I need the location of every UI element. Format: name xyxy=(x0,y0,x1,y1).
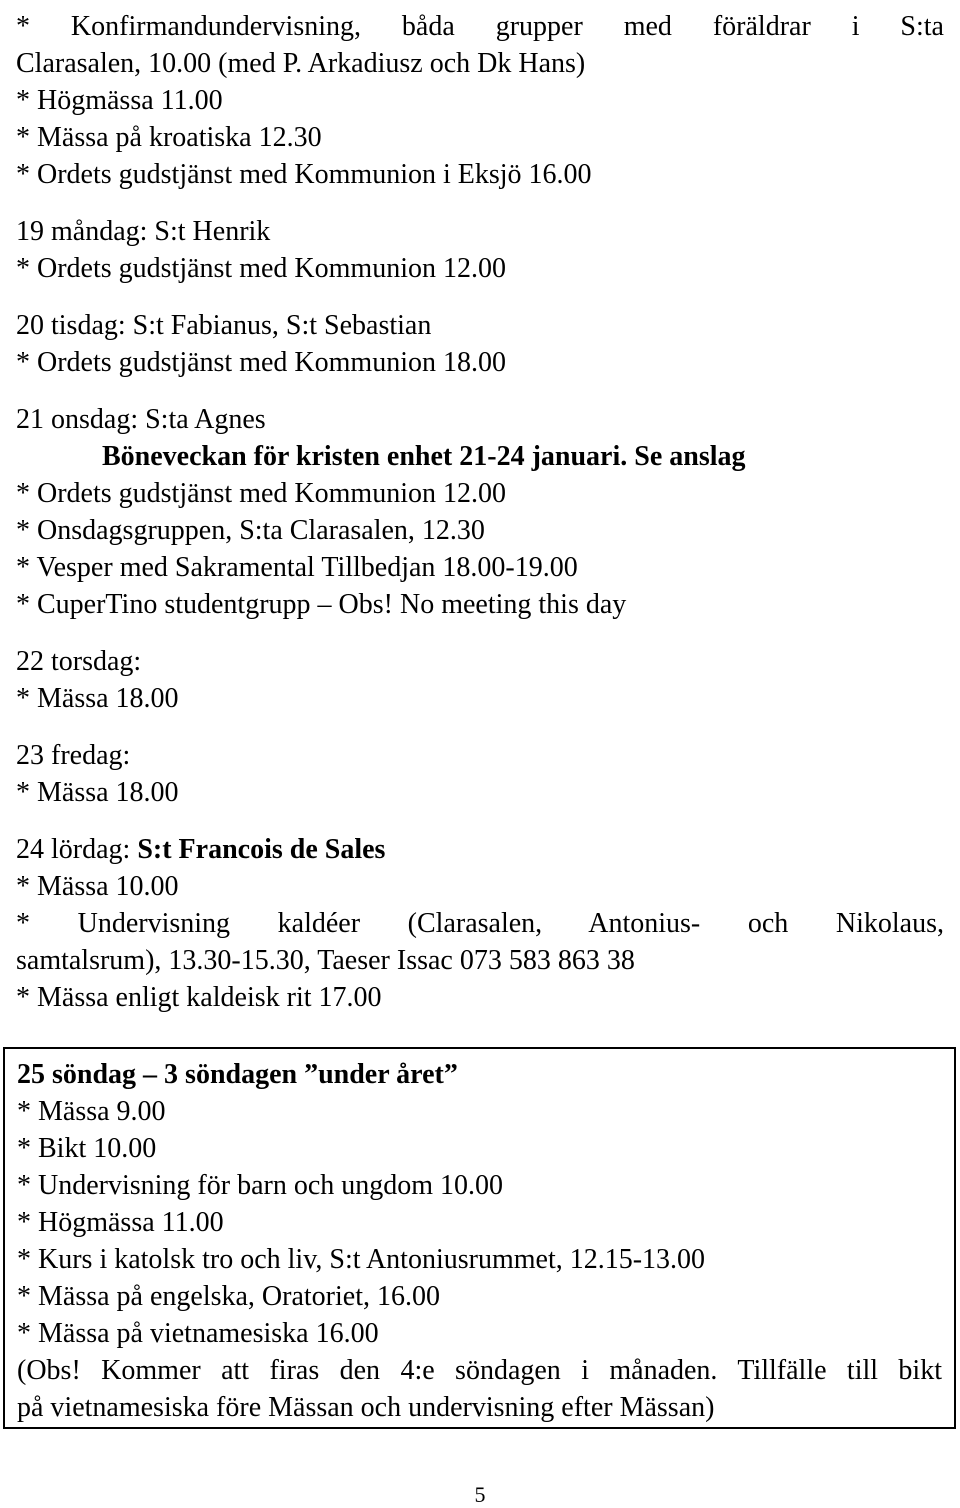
schedule-line: * Mässa på kroatiska 12.30 xyxy=(16,122,322,153)
schedule-line: * Ordets gudstjänst med Kommunion 12.00 xyxy=(16,253,506,284)
page-number: 5 xyxy=(474,1482,486,1507)
sunday-box xyxy=(3,1047,956,1429)
day-heading: 20 tisdag: S:t Fabianus, S:t Sebastian xyxy=(16,310,432,341)
top-block xyxy=(16,8,944,193)
sunday-note-line: (Obs! Kommer att firas den 4:e söndagen i månaden. Tillfälle till bikt xyxy=(17,1355,942,1386)
day-20-section xyxy=(16,307,944,381)
schedule-line: * Mässa enligt kaldeisk rit 17.00 xyxy=(16,982,382,1013)
day-heading xyxy=(16,831,944,868)
schedule-line: * Högmässa 11.00 xyxy=(16,85,223,116)
schedule-line: * Mässa 10.00 xyxy=(16,871,179,902)
day-heading: 21 onsdag: S:ta Agnes xyxy=(16,404,266,435)
schedule-line: * Ordets gudstjänst med Kommunion 18.00 xyxy=(16,347,506,378)
schedule-line: * Vesper med Sakramental Tillbedjan 18.00-19.00 xyxy=(16,552,578,583)
prayer-week-notice: Böneveckan för kristen enhet 21-24 januari. Se anslag xyxy=(102,441,746,472)
sunday-note-line: på vietnamesiska före Mässan och undervisning efter Mässan) xyxy=(17,1392,715,1423)
schedule-line: samtalsrum), 13.30-15.30, Taeser Issac 073 583 863 38 xyxy=(16,945,635,976)
schedule-line: * Ordets gudstjänst med Kommunion i Eksjö 16.00 xyxy=(16,159,592,190)
day-heading-saint: S:t Francois de Sales xyxy=(137,834,386,865)
day-24-section xyxy=(16,831,944,1016)
schedule-line: * Mässa på engelska, Oratoriet, 16.00 xyxy=(17,1281,440,1312)
schedule-line: * Mässa 18.00 xyxy=(16,683,179,714)
schedule-line: * Mässa 9.00 xyxy=(17,1096,166,1127)
schedule-line: * Mässa 18.00 xyxy=(16,777,179,808)
schedule-line: * Konfirmandundervisning, båda grupper med föräldrar i S:ta xyxy=(16,11,944,42)
day-heading-date: 24 lördag: xyxy=(16,834,138,865)
schedule-line: * Undervisning för barn och ungdom 10.00 xyxy=(17,1170,504,1201)
day-heading: 23 fredag: xyxy=(16,740,131,771)
schedule-line: * CuperTino studentgrupp – Obs! No meeting this day xyxy=(16,589,627,620)
day-22-section xyxy=(16,643,944,717)
schedule-line: * Ordets gudstjänst med Kommunion 12.00 xyxy=(16,478,506,509)
schedule-line: * Kurs i katolsk tro och liv, S:t Antoniusrummet, 12.15-13.00 xyxy=(17,1244,706,1275)
schedule-page xyxy=(16,8,944,1016)
schedule-line: * Högmässa 11.00 xyxy=(17,1207,224,1238)
schedule-line: * Undervisning kaldéer (Clarasalen, Antonius- och Nikolaus, xyxy=(16,908,944,939)
day-heading: 19 måndag: S:t Henrik xyxy=(16,216,271,247)
day-19-section xyxy=(16,213,944,287)
sunday-heading: 25 söndag – 3 söndagen ”under året” xyxy=(17,1059,458,1090)
day-heading: 22 torsdag: xyxy=(16,646,142,677)
schedule-line: Clarasalen, 10.00 (med P. Arkadiusz och Dk Hans) xyxy=(16,48,586,79)
schedule-line: * Onsdagsgruppen, S:ta Clarasalen, 12.30 xyxy=(16,515,485,546)
schedule-line: * Bikt 10.00 xyxy=(17,1133,157,1164)
day-21-section xyxy=(16,401,944,623)
day-23-section xyxy=(16,737,944,811)
schedule-line: * Mässa på vietnamesiska 16.00 xyxy=(17,1318,379,1349)
